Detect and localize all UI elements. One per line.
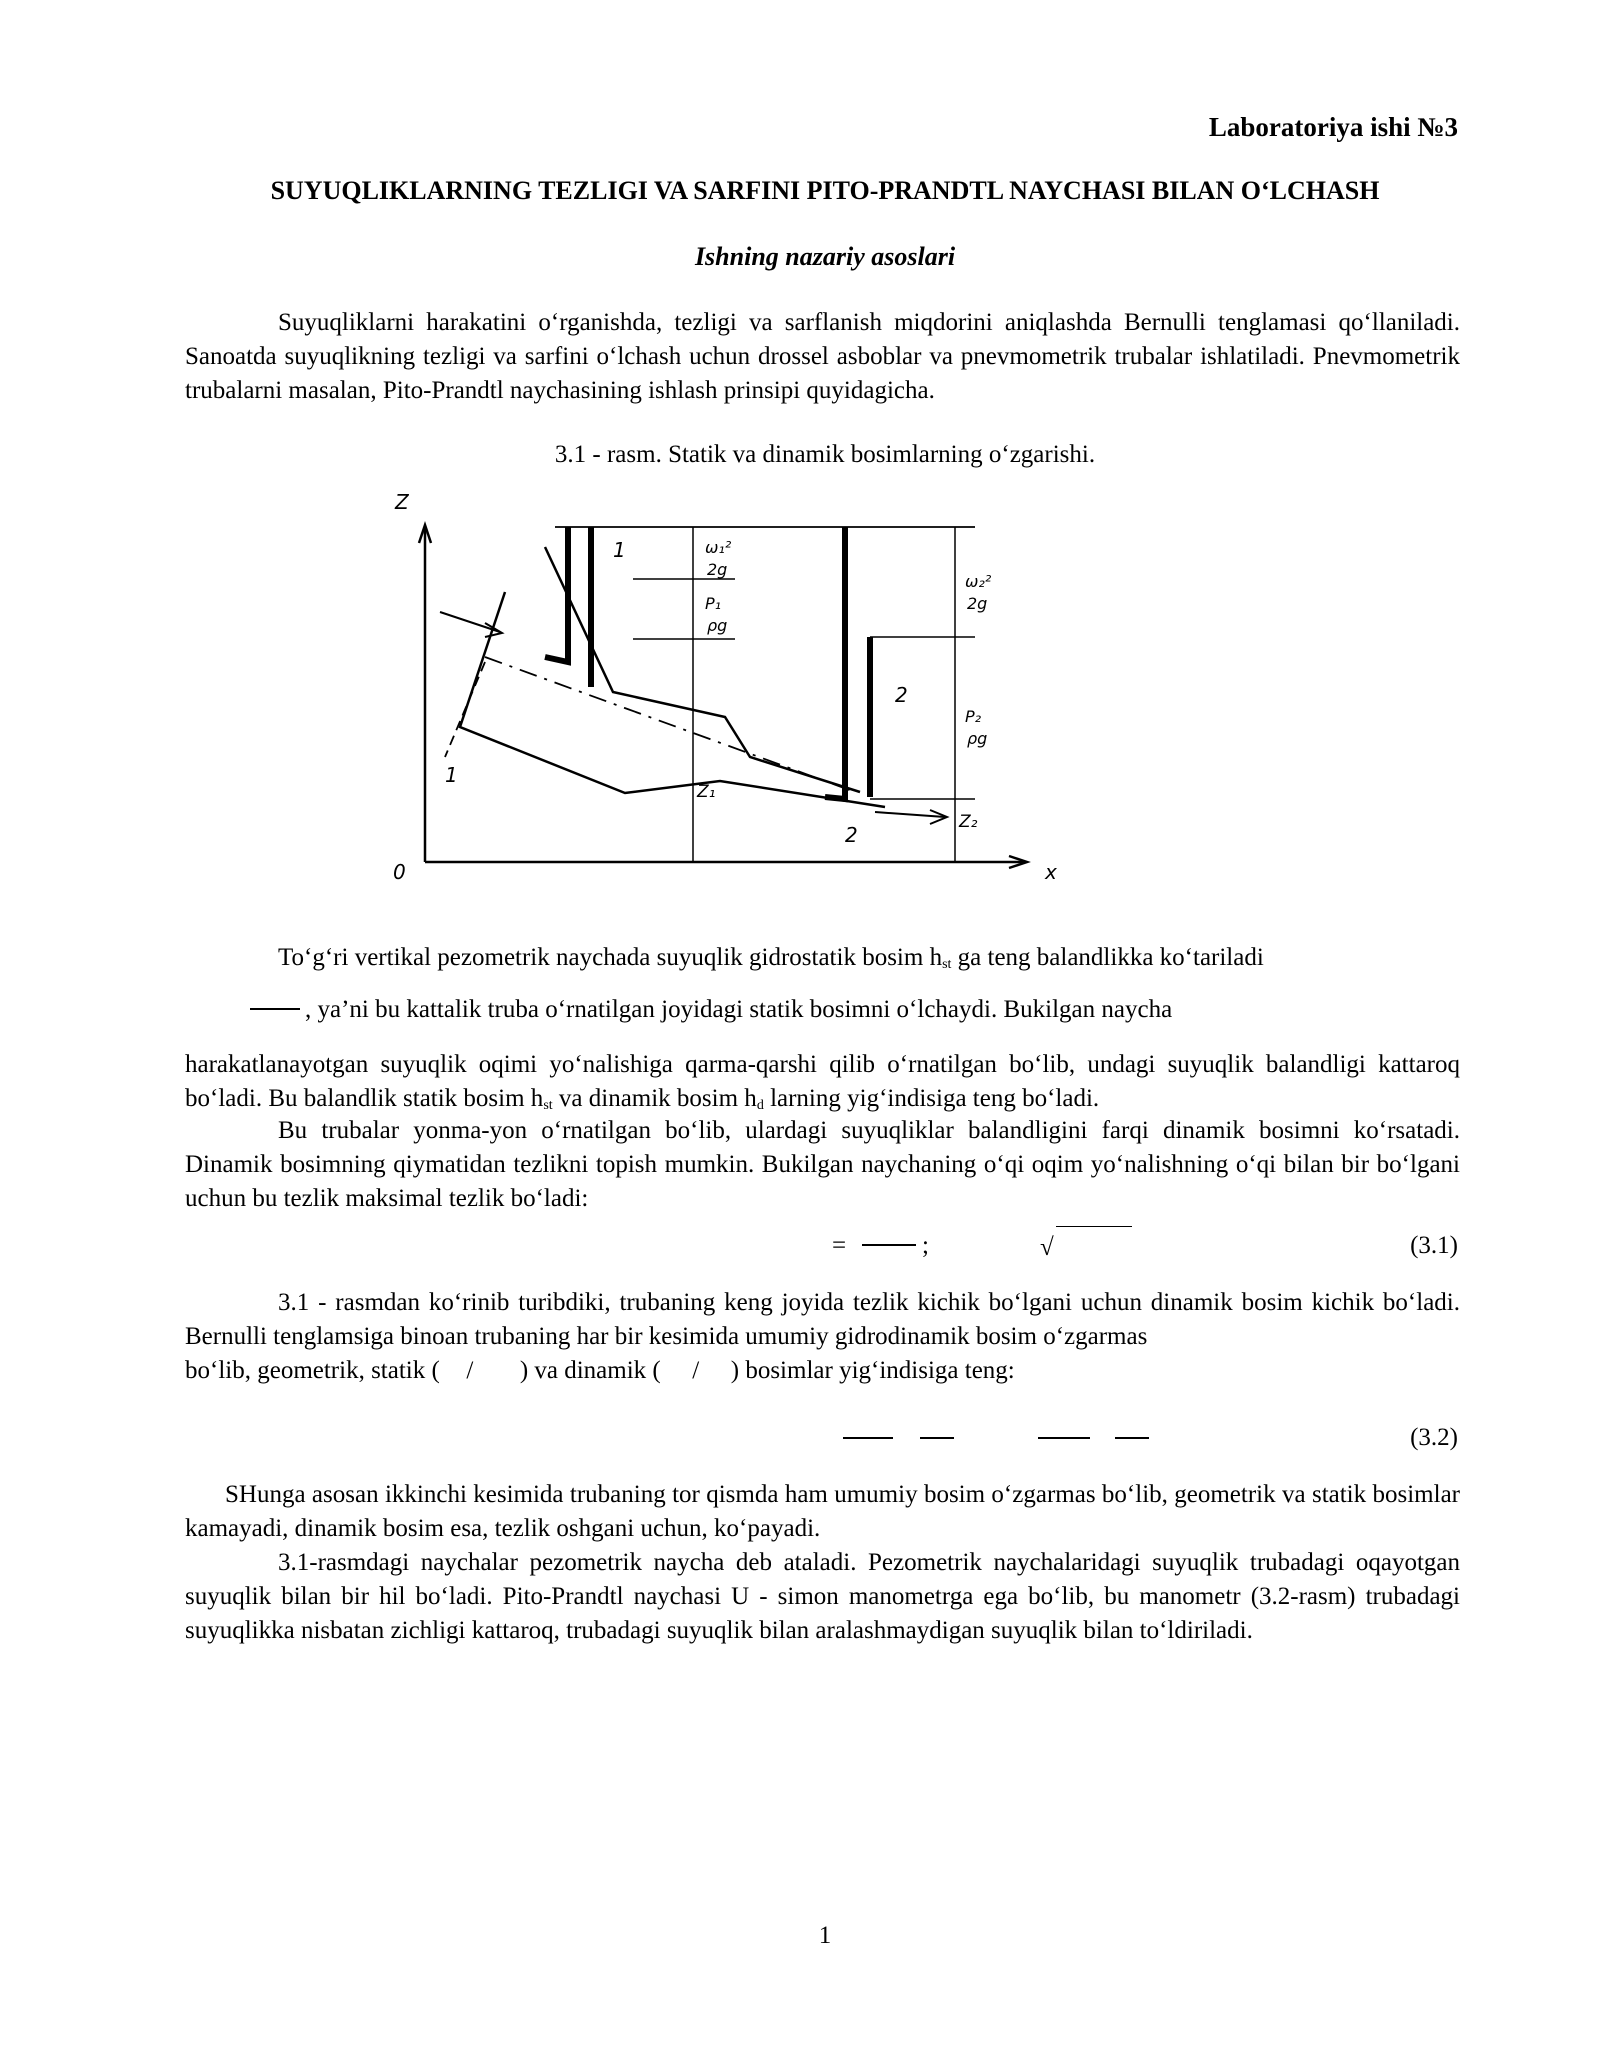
w1-denominator: 2g bbox=[707, 560, 728, 579]
p2-line-1-subscript: st bbox=[942, 957, 952, 972]
equation-number-3-1: (3.1) bbox=[1410, 1232, 1458, 1259]
section-1-label-lower: 1 bbox=[445, 763, 458, 787]
paragraph-5: SHunga asosan ikkinchi kesimida trubaning tor qismda ham umumiy bosim o‘zgarmas bo‘lib, geometrik va statik bosimlar kamayadi, dinamik bosim esa, tezlik oshgani uchun, ko‘payadi. bbox=[185, 1481, 1460, 1542]
z2-label: Z₂ bbox=[959, 812, 978, 832]
p2-line-1-text-b: ga teng balandlikka ko‘tariladi bbox=[951, 944, 1264, 971]
eq1-equals: = bbox=[832, 1232, 847, 1259]
eq1-fraction-bar bbox=[862, 1244, 916, 1246]
figure-caption: 3.1 - rasm. Statik va dinamik bosimlarning o‘zgarishi. bbox=[554, 441, 1096, 468]
section-2-label-lower: 2 bbox=[845, 823, 858, 847]
eq1-sqrt-bar bbox=[1056, 1226, 1132, 1227]
p2-line-1-text-a: To‘g‘ri vertikal pezometrik naychada suyuqlik gidrostatik bosim h bbox=[278, 944, 943, 971]
eq2-fraction-bar-2 bbox=[920, 1437, 954, 1439]
section-subtitle: Ishning nazariy asoslari bbox=[694, 242, 956, 271]
fraction-bar-hst bbox=[250, 1008, 300, 1010]
p2-rest-subscript-d: d bbox=[756, 1098, 764, 1113]
w2-denominator: 2g bbox=[967, 594, 988, 613]
section-1-line bbox=[445, 662, 485, 757]
p2-rest-subscript-st: st bbox=[543, 1098, 553, 1113]
p2-line-2: , ya’ni bu kattalik truba o‘rnatilgan joyidagi statik bosimni o‘lchaydi. Bukilgan naycha bbox=[305, 996, 1173, 1023]
eq1-semicolon: ; bbox=[922, 1232, 929, 1259]
eq2-fraction-bar-1 bbox=[843, 1437, 893, 1439]
pressure-diagram bbox=[385, 487, 1125, 887]
paragraph-3: Bu trubalar yonma-yon o‘rnatilgan bo‘lib, ulardagi suyuqliklar balandligini farqi dinamik bosimni ko‘rsatadi. Dinamik bosimning qiymatidan tezlikni topish mumkin. Bukilgan naychaning o‘qi oqim yo‘nalishning o‘qi bilan bir bo‘lgani uchun bu tezlik maksimal tezlik bo‘ladi: bbox=[185, 1117, 1460, 1212]
p4-text-a: bo‘lib, geometrik, statik ( bbox=[185, 1357, 440, 1384]
eq2-fraction-bar-3 bbox=[1038, 1437, 1090, 1439]
p4-text-c: ) bosimlar yig‘indisiga teng: bbox=[730, 1357, 1015, 1384]
pitot-tube-1-bend bbox=[545, 642, 568, 662]
pitot-tube-2-bend bbox=[825, 777, 845, 799]
paragraph-4: 3.1 - rasmdan ko‘rinib turibdiki, trubaning keng joyida tezlik kichik bo‘lgani uchun dinamik bosim kichik bo‘ladi. Bernulli tenglamsiga binoan trubaning har bir kesimida umumiy gidrodinamik bosim o‘zgarmas bbox=[185, 1289, 1460, 1350]
static-fraction-slash: / bbox=[466, 1357, 474, 1384]
w2-numerator: ω₂² bbox=[965, 572, 992, 591]
p2-rest bbox=[185, 1048, 1460, 1123]
eq1-sqrt: √ bbox=[1040, 1234, 1054, 1261]
p2-rest-text-b: va dinamik bosim h bbox=[552, 1085, 757, 1112]
document-title: SUYUQLIKLARNING TEZLIGI VA SARFINI PITO-PRANDTL NAYCHASI BILAN O‘LCHASH bbox=[270, 176, 1380, 205]
w1-numerator: ω₁² bbox=[705, 538, 732, 557]
eq2-fraction-bar-4 bbox=[1115, 1437, 1149, 1439]
p2-numerator: P₂ bbox=[965, 707, 982, 726]
p2-rest-text-c: larning yig‘indisiga teng bo‘ladi. bbox=[763, 1085, 1100, 1112]
origin-label: 0 bbox=[393, 860, 406, 884]
pipe-centerline bbox=[485, 657, 855, 792]
z1-label: Z₁ bbox=[697, 782, 716, 802]
p2-denominator: ρg bbox=[967, 729, 988, 748]
paragraph-4-line-3 bbox=[185, 1357, 1015, 1385]
x-axis-label: x bbox=[1045, 860, 1057, 884]
p1-denominator: ρg bbox=[707, 616, 728, 635]
flow-arrow-in bbox=[440, 612, 500, 632]
p2-line-1 bbox=[278, 944, 1264, 973]
paragraph-6: 3.1-rasmdagi naychalar pezometrik naycha deb ataladi. Pezometrik naychalaridagi suyuqlik trubadagi oqayotgan suyuqlik bilan bir hil bo‘ladi. Pito-Prandtl naychasi U - simon manometrga ega bo‘lib, bu manometr (3.2-rasm) trubadagi suyuqlikka nisbatan zichligi kattaroq, trubadagi suyuqlik bilan aralashmaydigan suyuqlik bilan to‘ldiriladi. bbox=[185, 1549, 1460, 1644]
lab-label: Laboratoriya ishi №3 bbox=[1208, 112, 1458, 142]
dynamic-fraction-slash: / bbox=[692, 1357, 700, 1384]
z-axis-label: Z bbox=[395, 490, 409, 514]
section-2-label-upper: 2 bbox=[895, 683, 908, 707]
intro-paragraph: Suyuqliklarni harakatini o‘rganishda, tezligi va sarflanish miqdorini aniqlashda Bernulli tenglamasi qo‘llaniladi. Sanoatda suyuqlikning tezligi va sarfini o‘lchash uchun drossel asboblar va pnevmometrik trubalar ishlatiladi. Pnevmometrik trubalarni masalan, Pito-Prandtl naychasining ishlash prinsipi quyidagicha. bbox=[185, 309, 1460, 404]
equation-number-3-2: (3.2) bbox=[1410, 1424, 1458, 1451]
page-number: 1 bbox=[818, 1922, 832, 1949]
pipe-lower-wall bbox=[460, 592, 885, 807]
p2-rest-text-a: harakatlanayotgan suyuqlik oqimi yo‘nalishiga qarma-qarshi qilib o‘rnatilgan bo‘lib, undagi suyuqlik balandligi kattaroq bo‘ladi. Bu balandlik statik bosim h bbox=[185, 1051, 1460, 1112]
p4-text-b: ) va dinamik ( bbox=[519, 1357, 661, 1384]
section-1-label-upper: 1 bbox=[613, 538, 626, 562]
p1-numerator: P₁ bbox=[705, 594, 722, 613]
